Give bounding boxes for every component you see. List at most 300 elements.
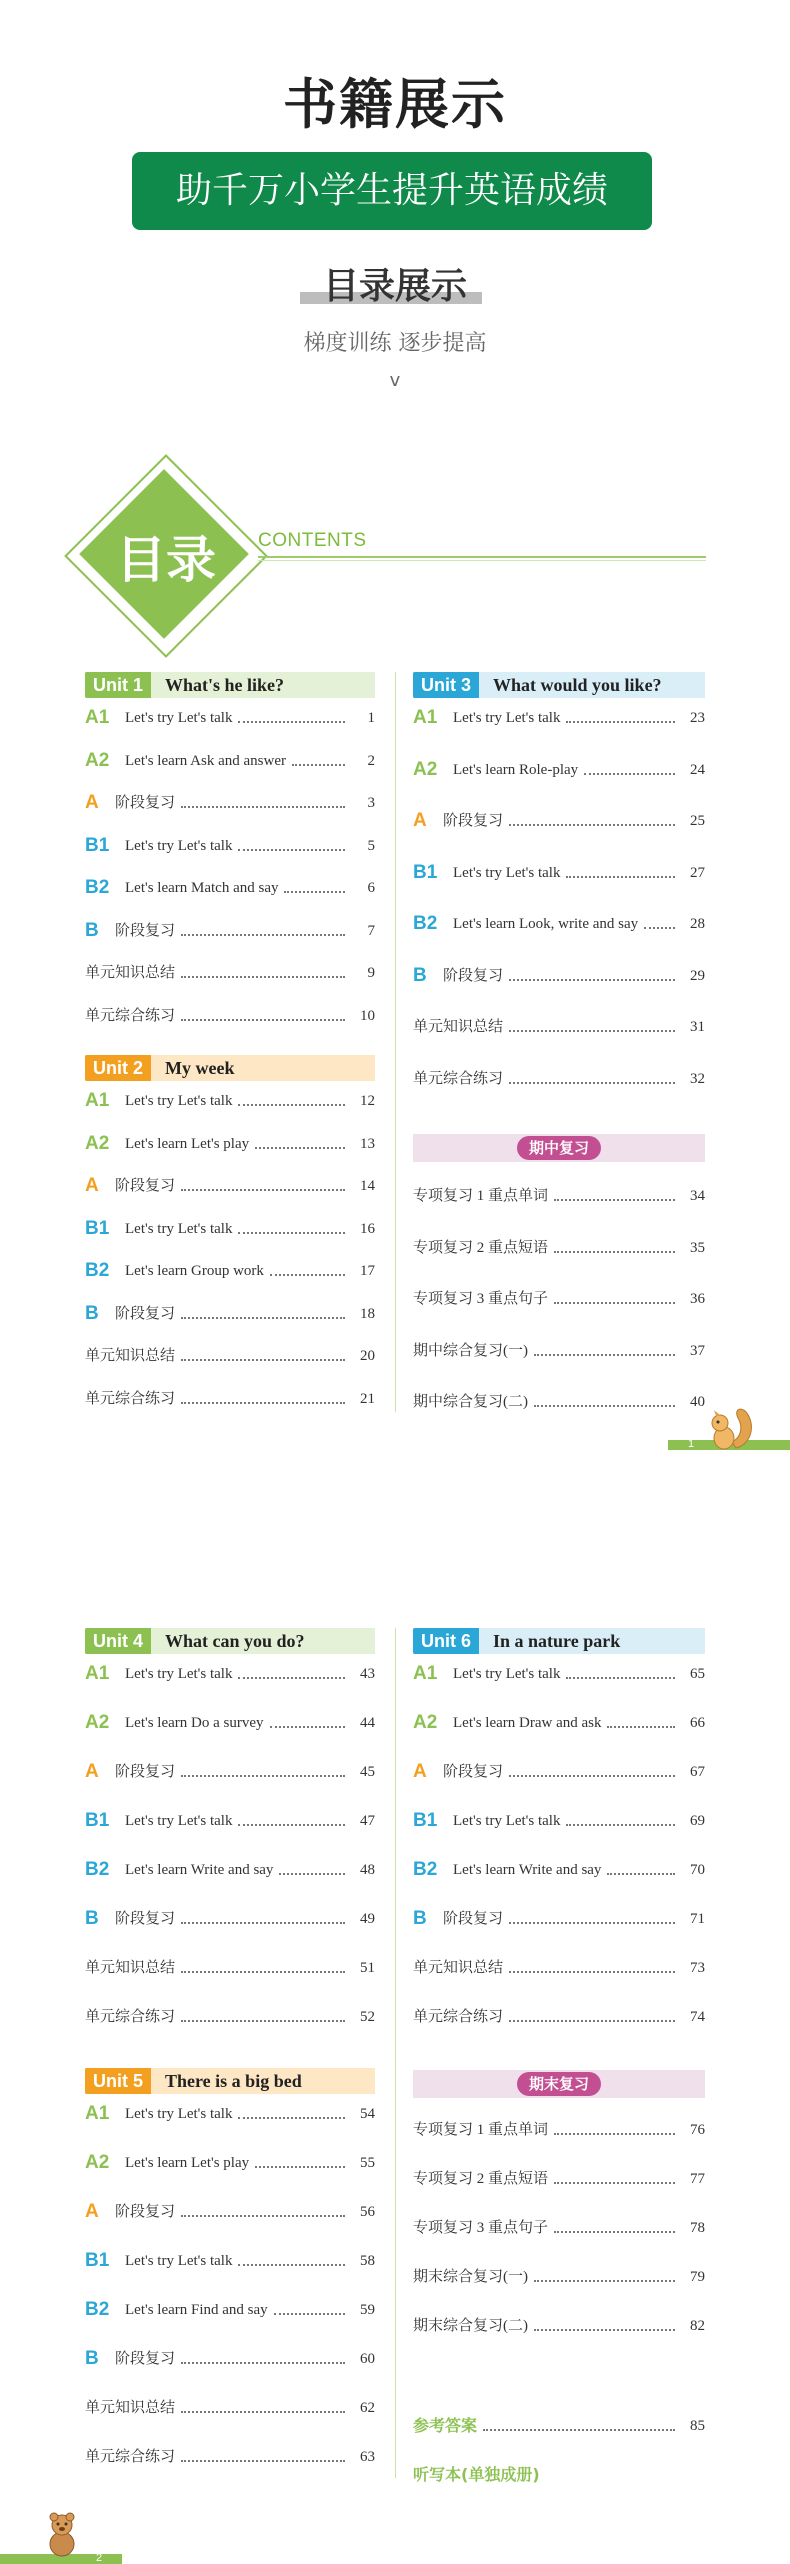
leader-dots — [554, 2133, 675, 2135]
toc-entry[interactable] — [413, 1067, 705, 1091]
entry-label: Let's try Let's talk — [453, 864, 561, 881]
page-number: 70 — [690, 1862, 705, 1878]
toc-entry[interactable] — [413, 758, 705, 782]
entry-label: Let's learn Do a survey — [125, 1715, 264, 1731]
toc-entry[interactable] — [85, 1809, 375, 1833]
leader-dots — [554, 1302, 675, 1304]
page-number: 24 — [690, 761, 705, 778]
page-number: 32 — [690, 1070, 705, 1087]
section-code: A — [413, 810, 427, 831]
page-number: 14 — [360, 1178, 375, 1194]
leader-dots — [607, 1873, 675, 1875]
page-number: 29 — [690, 967, 705, 984]
leader-dots — [509, 1971, 675, 1973]
entry-label: Let's try Let's talk — [125, 1093, 233, 1109]
page-number: 51 — [360, 1960, 375, 1976]
unit-title: My week — [165, 1058, 235, 1078]
toc-entry[interactable] — [85, 1004, 375, 1028]
toc-entry[interactable] — [413, 2118, 705, 2142]
toc-entry[interactable] — [85, 749, 375, 773]
section-code: A1 — [85, 2103, 110, 2124]
section-code: B2 — [85, 877, 110, 898]
page-number: 55 — [360, 2155, 375, 2171]
leader-dots — [270, 1274, 345, 1276]
toc-entry[interactable] — [413, 1858, 705, 1882]
squirrel-icon — [700, 1404, 756, 1452]
entry-label: 单元综合练习 — [85, 2449, 176, 2465]
page-number: 65 — [690, 1666, 705, 1682]
entry-label: 专项复习 3 重点句子 — [413, 1291, 549, 1307]
page-number: 47 — [360, 1813, 375, 1829]
page-number: 3 — [367, 795, 375, 811]
unit-title: What's he like? — [165, 675, 285, 695]
entry-label: 专项复习 2 重点短语 — [413, 1239, 549, 1256]
page-number: 31 — [690, 1019, 705, 1035]
column-divider — [395, 672, 396, 1412]
column-divider — [395, 1628, 396, 2478]
leader-dots — [181, 976, 345, 978]
toc-entry[interactable] — [85, 961, 375, 985]
page-number: 58 — [360, 2253, 375, 2269]
toc-entry[interactable] — [85, 1956, 375, 1980]
toc-entry[interactable] — [85, 1662, 375, 1686]
page-number: 9 — [367, 965, 375, 981]
leader-dots — [554, 1199, 675, 1201]
toc-entry[interactable] — [85, 834, 375, 858]
section-code: B — [85, 919, 99, 941]
leader-dots — [238, 1677, 345, 1679]
section-code: B — [413, 964, 427, 986]
leader-dots — [566, 1677, 675, 1679]
leader-dots — [584, 773, 675, 775]
toc-entry[interactable] — [85, 706, 375, 730]
page-number: 7 — [367, 922, 375, 939]
page-number: 12 — [360, 1093, 375, 1109]
page-number: 13 — [360, 1135, 375, 1152]
section-code: B1 — [413, 861, 438, 883]
bear-icon — [38, 2508, 86, 2558]
entry-label: Let's learn Look, write and say — [453, 916, 639, 932]
leader-dots — [181, 2411, 345, 2413]
toc-entry[interactable] — [413, 2005, 705, 2029]
unit-title: There is a big bed — [165, 2071, 302, 2091]
unit-title: In a nature park — [493, 1631, 621, 1651]
toc-entry[interactable] — [413, 1662, 705, 1686]
unit-header — [413, 672, 705, 698]
page-number: 35 — [690, 1239, 705, 1256]
section-code: A2 — [85, 2152, 110, 2173]
leader-dots — [566, 1824, 675, 1826]
toc-entry[interactable] — [85, 2249, 375, 2273]
toc-entry[interactable] — [413, 1339, 705, 1363]
entry-label: Let's try Let's talk — [125, 837, 233, 854]
toc-entry[interactable] — [413, 1956, 705, 1980]
contents-label: CONTENTS — [258, 530, 367, 551]
leader-dots — [274, 2313, 345, 2315]
leader-dots — [279, 1873, 345, 1875]
unit-badge: Unit 2 — [85, 1055, 151, 1081]
page-number: 56 — [360, 2204, 375, 2220]
page-number: 27 — [690, 864, 705, 881]
leader-dots — [181, 1402, 345, 1404]
entry-label: 单元知识总结 — [413, 1960, 504, 1976]
leader-dots — [238, 849, 345, 851]
entry-label: Let's learn Role-play — [453, 761, 579, 778]
toc-entry[interactable] — [85, 1174, 375, 1198]
toc-entry[interactable] — [85, 1132, 375, 1156]
section-code: A — [85, 792, 99, 813]
toc-entry[interactable] — [85, 2347, 375, 2371]
toc-entry[interactable] — [85, 2298, 375, 2322]
toc-entry[interactable] — [413, 2167, 705, 2191]
toc-entry[interactable] — [413, 2216, 705, 2240]
entry-label: Let's try Let's talk — [453, 1813, 561, 1829]
section-code: B — [85, 1302, 99, 1324]
toc-entry[interactable] — [413, 964, 705, 988]
entry-label: Let's learn Match and say — [125, 880, 279, 896]
page-number: 52 — [360, 2009, 375, 2025]
page-number: 1 — [688, 1438, 695, 1450]
toc-entry[interactable] — [85, 919, 375, 943]
section-code: A — [413, 1761, 427, 1782]
section-code: A — [85, 1175, 99, 1196]
page-number: 6 — [367, 880, 375, 896]
leader-dots — [181, 2020, 345, 2022]
section-code: A1 — [85, 1090, 110, 1111]
leader-dots — [238, 721, 345, 723]
page-number: 74 — [690, 2009, 705, 2025]
toc-entry[interactable] — [85, 2396, 375, 2420]
toc-entry[interactable] — [413, 2265, 705, 2289]
section-code: B1 — [85, 1217, 110, 1239]
leader-dots — [284, 891, 345, 893]
page-title: 书籍展示 — [283, 73, 507, 136]
page-number: 63 — [360, 2449, 375, 2465]
unit-badge: Unit 5 — [85, 2068, 151, 2094]
contents-rule — [258, 556, 706, 558]
section-code: B1 — [85, 1810, 110, 1831]
toc-entry[interactable] — [413, 1809, 705, 1833]
leader-dots — [181, 1971, 345, 1973]
entry-label: Let's try Let's talk — [453, 1666, 561, 1682]
page-number: 2 — [367, 752, 375, 769]
leader-dots — [509, 979, 675, 981]
entry-label: 专项复习 1 重点单词 — [413, 1188, 549, 1204]
leader-dots — [181, 1317, 345, 1319]
section-code: A2 — [85, 1132, 110, 1154]
entry-label: Let's learn Group work — [125, 1263, 264, 1279]
toc-entry[interactable] — [85, 2005, 375, 2029]
entry-label: 单元知识总结 — [85, 1960, 176, 1976]
section-code: A2 — [85, 749, 110, 771]
entry-label: 阶段复习 — [115, 1178, 176, 1194]
unit-header — [85, 1628, 375, 1654]
entry-label: 期末综合复习(一) — [413, 2269, 528, 2285]
page-number: 77 — [690, 2171, 705, 2187]
toc-entry[interactable] — [413, 1236, 705, 1260]
review-section-header — [413, 2070, 705, 2098]
entry-label: 阶段复习 — [443, 967, 504, 984]
entry-label: Let's learn Find and say — [125, 2302, 268, 2318]
toc-entry[interactable] — [85, 1344, 375, 1368]
leader-dots — [270, 1726, 346, 1728]
unit-header — [85, 2068, 375, 2094]
section-code: A2 — [85, 1712, 110, 1733]
leader-dots — [509, 1922, 675, 1924]
section-code: A2 — [413, 758, 438, 780]
section-code: B2 — [85, 1859, 110, 1880]
page-number: 67 — [690, 1764, 705, 1780]
toc-entry[interactable] — [85, 791, 375, 815]
page-number: 18 — [360, 1305, 375, 1322]
leader-dots — [238, 2264, 345, 2266]
entry-label: 单元综合练习 — [413, 2009, 504, 2025]
leader-dots — [181, 2460, 345, 2462]
entry-label: Let's try Let's talk — [125, 1666, 233, 1682]
page-number: 85 — [690, 2418, 705, 2434]
section-code: B2 — [413, 913, 438, 934]
entry-label: 单元综合练习 — [85, 2009, 176, 2025]
toc-entry[interactable] — [85, 1711, 375, 1735]
section-code: B1 — [413, 1810, 438, 1831]
page-number: 1 — [367, 710, 375, 726]
leader-dots — [644, 927, 675, 929]
leader-dots — [509, 1775, 675, 1777]
unit-badge: Unit 4 — [85, 1628, 151, 1654]
page-number: 25 — [690, 813, 705, 829]
page-number: 79 — [690, 2269, 705, 2285]
leader-dots — [534, 2280, 675, 2282]
leader-dots — [509, 1082, 675, 1084]
page-number: 49 — [360, 1911, 375, 1927]
toc-entry[interactable] — [85, 1217, 375, 1241]
leader-dots — [238, 2117, 345, 2119]
contents-badge: 目录 — [116, 531, 216, 589]
leader-dots — [181, 1359, 345, 1361]
toc-entry[interactable] — [413, 706, 705, 730]
section-code: A1 — [85, 1663, 110, 1684]
toc-entry[interactable] — [413, 912, 705, 936]
page-number: 66 — [690, 1715, 705, 1731]
entry-label: 阶段复习 — [443, 813, 504, 829]
toc-entry[interactable] — [413, 1711, 705, 1735]
toc-entry[interactable] — [85, 1302, 375, 1326]
answers-entry[interactable] — [413, 2414, 705, 2438]
page-number: 45 — [360, 1764, 375, 1780]
entry-label: Let's learn Write and say — [125, 1862, 274, 1878]
page-number: 43 — [360, 1666, 375, 1682]
section-code: A1 — [413, 707, 438, 728]
section-code: B1 — [85, 2250, 110, 2271]
section-code: B2 — [85, 2299, 110, 2320]
section-subtitle: 目录展示 — [322, 266, 467, 307]
page-number: 2 — [96, 2552, 103, 2564]
page-number: 48 — [360, 1862, 375, 1878]
unit-title: What can you do? — [165, 1631, 305, 1651]
leader-dots — [238, 1824, 345, 1826]
unit-badge: Unit 3 — [413, 672, 479, 698]
unit-header — [85, 1055, 375, 1081]
entry-label: 专项复习 3 重点句子 — [413, 2220, 549, 2236]
leader-dots — [509, 1030, 675, 1032]
entry-label: 单元知识总结 — [85, 965, 176, 981]
entry-label: 阶段复习 — [115, 2204, 176, 2220]
leader-dots — [238, 1104, 345, 1106]
entry-label: 期中综合复习(二) — [413, 1394, 528, 1410]
unit-badge: Unit 6 — [413, 1628, 479, 1654]
entry-label: Let's try Let's talk — [125, 1220, 233, 1237]
section-code: B2 — [85, 1260, 110, 1281]
page-number: 62 — [360, 2400, 375, 2416]
page-number: 28 — [690, 916, 705, 932]
promo-banner: 助千万小学生提升英语成绩 — [132, 152, 652, 230]
leader-dots — [509, 2020, 675, 2022]
toc-entry[interactable] — [85, 2151, 375, 2175]
page-number: 78 — [690, 2220, 705, 2236]
leader-dots — [255, 1147, 345, 1149]
leader-dots — [255, 2166, 345, 2168]
entry-label: 单元知识总结 — [413, 1019, 504, 1035]
page-number: 37 — [690, 1342, 705, 1359]
section-code: B — [85, 1908, 99, 1929]
entry-label: 期末综合复习(二) — [413, 2318, 528, 2334]
toc-entry[interactable] — [413, 1390, 705, 1414]
entry-label: Let's learn Draw and ask — [453, 1715, 602, 1731]
entry-label: Let's try Let's talk — [125, 2253, 233, 2269]
toc-entry[interactable] — [85, 1760, 375, 1784]
toc-entry[interactable] — [85, 2102, 375, 2126]
leader-dots — [181, 1019, 345, 1021]
entry-label: 阶段复习 — [115, 2351, 176, 2367]
page-number: 40 — [690, 1394, 705, 1410]
toc-entry[interactable] — [85, 1259, 375, 1283]
entry-label: 阶段复习 — [115, 1305, 176, 1322]
page-number: 36 — [690, 1291, 705, 1307]
toc-entry[interactable] — [85, 2200, 375, 2224]
entry-label: 单元知识总结 — [85, 2400, 176, 2416]
leader-dots — [181, 2215, 345, 2217]
section-code: B — [85, 2348, 99, 2369]
entry-label: 单元知识总结 — [85, 1348, 176, 1364]
section-code: A — [85, 1761, 99, 1782]
entry-label: Let's try Let's talk — [453, 710, 561, 726]
section-code: A — [85, 2201, 99, 2222]
toc-entry[interactable] — [413, 1015, 705, 1039]
toc-entry[interactable] — [413, 1907, 705, 1931]
review-title: 期中复习 — [517, 1136, 601, 1160]
unit-title: What would you like? — [493, 675, 662, 695]
toc-entry[interactable] — [85, 1387, 375, 1411]
page-number: 71 — [690, 1911, 705, 1927]
page-number: 76 — [690, 2122, 705, 2138]
toc-entry[interactable] — [85, 1907, 375, 1931]
toc-entry[interactable] — [85, 876, 375, 900]
toc-entry[interactable] — [413, 861, 705, 885]
leader-dots — [181, 1922, 345, 1924]
unit-badge: Unit 1 — [85, 672, 151, 698]
entry-label: Let's learn Write and say — [453, 1862, 602, 1878]
leader-dots — [554, 2182, 675, 2184]
leader-dots — [534, 1354, 675, 1356]
page-number: 17 — [360, 1263, 375, 1279]
leader-dots — [554, 2231, 675, 2233]
leader-dots — [181, 2362, 345, 2364]
page-number: 60 — [360, 2351, 375, 2367]
entry-label: 单元综合练习 — [85, 1007, 176, 1024]
section-code: A2 — [413, 1712, 438, 1733]
entry-label: Let's try Let's talk — [125, 1813, 233, 1829]
entry-label: 单元综合练习 — [413, 1070, 504, 1087]
section-code: A1 — [85, 707, 110, 728]
toc-entry[interactable] — [413, 2314, 705, 2338]
leader-dots — [181, 934, 345, 936]
leader-dots — [534, 2329, 675, 2331]
page-number: 59 — [360, 2302, 375, 2318]
section-code: B2 — [413, 1859, 438, 1880]
entry-label: Let's try Let's talk — [125, 710, 233, 726]
leader-dots — [238, 1232, 345, 1234]
leader-dots — [181, 806, 345, 808]
leader-dots — [181, 1775, 345, 1777]
leader-dots — [292, 764, 345, 766]
entry-label: 阶段复习 — [443, 1764, 504, 1780]
page-number: 82 — [690, 2318, 705, 2334]
leader-dots — [566, 721, 675, 723]
toc-entry[interactable] — [85, 2445, 375, 2469]
listening-booklet-label: 听写本(单独成册) — [413, 2465, 540, 2484]
leader-dots — [509, 824, 675, 826]
entry-label: Let's learn Ask and answer — [125, 752, 286, 769]
entry-label: 阶段复习 — [115, 795, 176, 811]
leader-dots — [181, 1189, 345, 1191]
entry-label: 专项复习 2 重点短语 — [413, 2171, 549, 2187]
page-number: 54 — [360, 2106, 375, 2122]
page-number: 34 — [690, 1188, 705, 1204]
page-number: 16 — [360, 1220, 375, 1237]
tagline: 梯度训练 逐步提高 — [303, 331, 487, 356]
section-code: B1 — [85, 834, 110, 856]
entry-label: 单元综合练习 — [85, 1390, 176, 1407]
toc-entry[interactable] — [413, 809, 705, 833]
entry-label: Let's learn Let's play — [125, 1135, 250, 1152]
page-number: 20 — [360, 1348, 375, 1364]
unit-header — [85, 672, 375, 698]
entry-label: 专项复习 1 重点单词 — [413, 2122, 549, 2138]
entry-label: 阶段复习 — [115, 1911, 176, 1927]
entry-label: Let's try Let's talk — [125, 2106, 233, 2122]
entry-label: 期中综合复习(一) — [413, 1342, 528, 1359]
down-arrow-icon: v — [389, 370, 401, 391]
leader-dots — [534, 1405, 675, 1407]
leader-dots — [607, 1726, 675, 1728]
toc-entry[interactable] — [85, 1089, 375, 1113]
page-number: 5 — [367, 837, 375, 854]
page-number: 69 — [690, 1813, 705, 1829]
leader-dots — [554, 1251, 675, 1253]
toc-entry[interactable] — [413, 1760, 705, 1784]
toc-entry[interactable] — [85, 1858, 375, 1882]
page-number: 73 — [690, 1960, 705, 1976]
entry-label: 阶段复习 — [115, 922, 176, 939]
toc-entry[interactable] — [413, 1287, 705, 1311]
entry-label: 阶段复习 — [443, 1911, 504, 1927]
entry-label: 阶段复习 — [115, 1764, 176, 1780]
review-title: 期末复习 — [517, 2072, 601, 2096]
section-code: B — [413, 1908, 427, 1929]
unit-header — [413, 1628, 705, 1654]
contents-rule-thin — [258, 560, 706, 561]
toc-entry[interactable] — [413, 1184, 705, 1208]
